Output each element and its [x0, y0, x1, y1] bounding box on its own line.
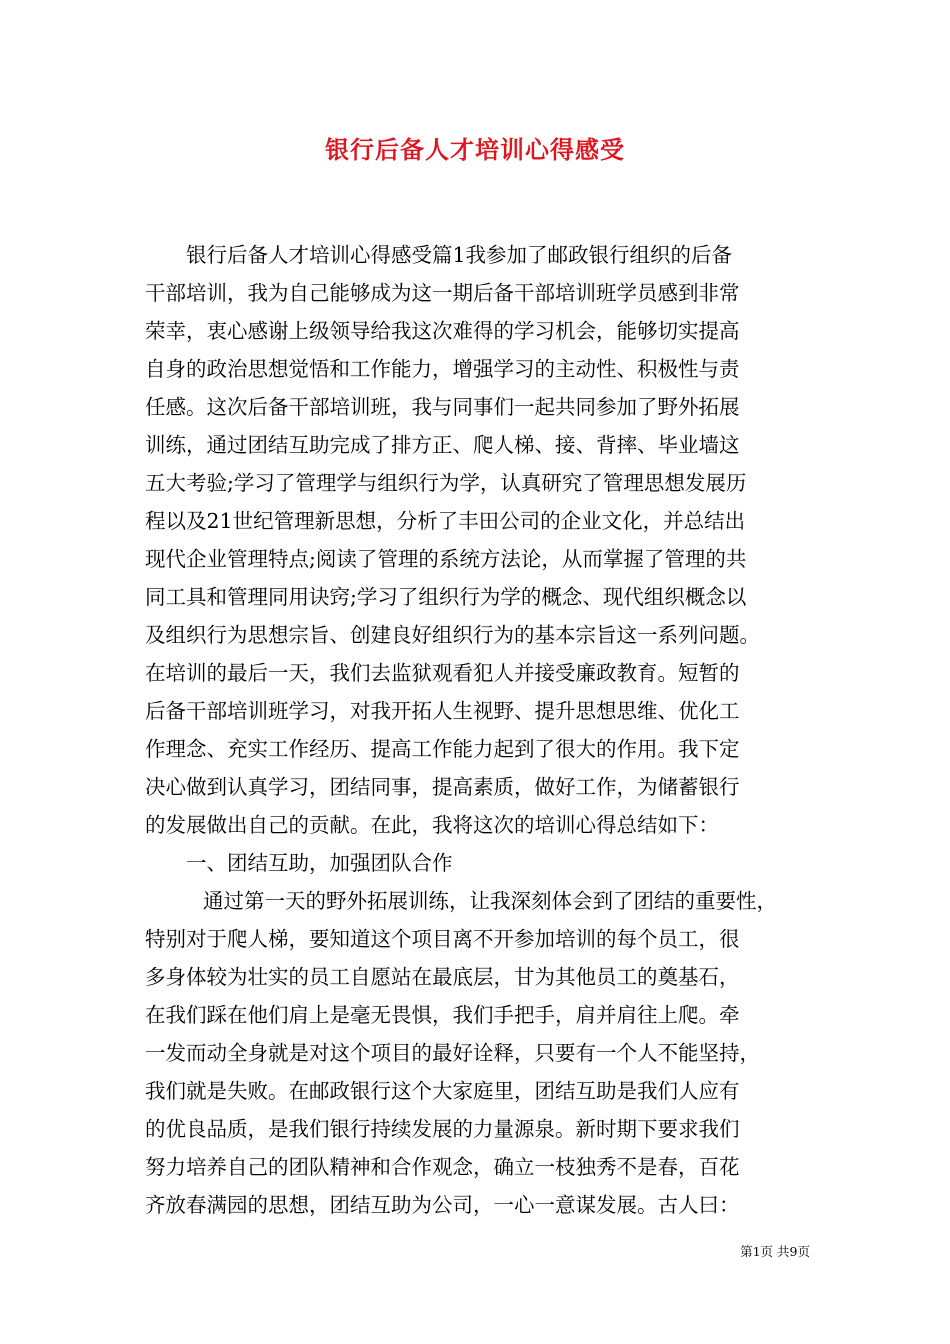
text-line: 作理念、充实工作经历、提高工作能力起到了很大的作用。我下定	[145, 737, 740, 761]
text-line: 齐放春满园的思想，团结互助为公司，一心一意谋发展。古人曰：	[145, 1193, 740, 1217]
text-line: 后备干部培训班学习，对我开拓人生视野、提升思想思维、优化工	[145, 699, 740, 723]
text-line: 同工具和管理同用诀窍;学习了组织行为学的概念、现代组织概念以	[145, 585, 747, 609]
page-number-footer: 第1页 共9页	[740, 1244, 810, 1259]
text-line: 我们就是失败。在邮政银行这个大家庭里，团结互助是我们人应有	[145, 1079, 740, 1103]
text-line: 的优良品质，是我们银行持续发展的力量源泉。新时期下要求我们	[145, 1117, 740, 1141]
text-line: 训练，通过团结互助完成了排方正、爬人梯、接、背摔、毕业墙这	[145, 433, 740, 457]
document-title: 银行后备人才培训心得感受	[325, 135, 625, 164]
text-line: 多身体较为壮实的员工自愿站在最底层，甘为其他员工的奠基石，	[145, 965, 740, 989]
text-line: 努力培养自己的团队精神和合作观念，确立一枝独秀不是春，百花	[145, 1155, 740, 1179]
text-line: 的发展做出自己的贡献。在此，我将这次的培训心得总结如下：	[145, 813, 719, 837]
text-line: 任感。这次后备干部培训班，我与同事们一起共同参加了野外拓展	[145, 395, 740, 419]
text-line: 现代企业管理特点;阅读了管理的系统方法论，从而掌握了管理的共	[145, 547, 747, 571]
text-line: 通过第一天的野外拓展训练，让我深刻体会到了团结的重要性，	[203, 889, 777, 913]
text-line: 银行后备人才培训心得感受篇1我参加了邮政银行组织的后备	[186, 243, 733, 267]
text-line: 决心做到认真学习，团结同事，提高素质，做好工作，为储蓄银行	[145, 775, 740, 799]
text-line: 干部培训，我为自己能够成为这一期后备干部培训班学员感到非常	[145, 281, 740, 305]
text-line: 程以及21世纪管理新思想，分析了丰田公司的企业文化，并总结出	[145, 509, 746, 533]
text-line: 在我们踩在他们肩上是毫无畏惧，我们手把手，肩并肩往上爬。牵	[145, 1003, 740, 1027]
text-line: 荣幸，衷心感谢上级领导给我这次难得的学习机会，能够切实提高	[145, 319, 740, 343]
document-body	[145, 236, 807, 1224]
text-line: 自身的政治思想觉悟和工作能力，增强学习的主动性、积极性与责	[145, 357, 740, 381]
text-line: 特别对于爬人梯，要知道这个项目离不开参加培训的每个员工，很	[145, 927, 740, 951]
text-line: 一发而动全身就是对这个项目的最好诠释，只要有一个人不能坚持，	[145, 1041, 760, 1065]
text-line: 及组织行为思想宗旨、创建良好组织行为的基本宗旨这一系列问题。	[145, 623, 760, 647]
text-line: 五大考验;学习了管理学与组织行为学，认真研究了管理思想发展历	[145, 471, 747, 495]
section-heading: 一、团结互助，加强团队合作	[186, 851, 453, 875]
text-line: 在培训的最后一天，我们去监狱观看犯人并接受廉政教育。短暂的	[145, 661, 740, 685]
